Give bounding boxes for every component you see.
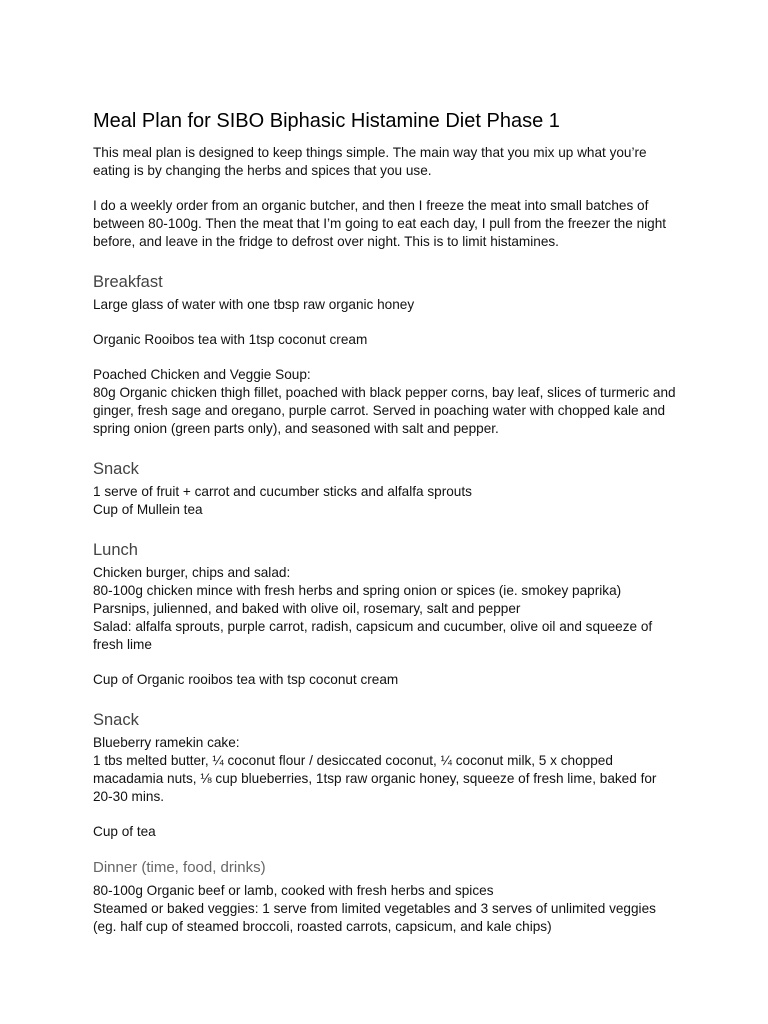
snack-heading: Snack xyxy=(93,460,139,478)
spacer xyxy=(93,180,678,197)
lunch-line: Chicken burger, chips and salad: xyxy=(93,565,291,580)
breakfast-heading: Breakfast xyxy=(93,273,163,291)
dinner-line: Steamed or baked veggies: 1 serve from limited vegetables and 3 serves of unlimited veggies (eg. half cup of steamed broccoli, roasted carrots, capsicum, and kale chips) xyxy=(93,901,656,934)
snack-line: 1 serve of fruit + carrot and cucumber sticks and alfalfa sprouts xyxy=(93,484,472,499)
spacer xyxy=(93,349,678,366)
breakfast-line: Large glass of water with one tbsp raw organic honey xyxy=(93,297,415,312)
snack-line: 1 tbs melted butter, ¼ coconut flour / desiccated coconut, ¼ coconut milk, 5 x chopped macadamia nuts, ⅛ cup blueberries, 1tsp raw organic honey, squeeze of fresh lime, baked for 20-30 mins. xyxy=(93,753,657,804)
page-title: Meal Plan for SIBO Biphasic Histamine Diet Phase 1 xyxy=(93,110,560,132)
lunch-line: Parsnips, julienned, and baked with olive oil, rosemary, salt and pepper xyxy=(93,601,521,616)
snack-line: Blueberry ramekin cake: xyxy=(93,735,240,750)
intro-paragraph-1: This meal plan is designed to keep things simple. The main way that you mix up what you’re eating is by changing the herbs and spices that you use. xyxy=(93,145,647,178)
snack-line: Cup of tea xyxy=(93,824,156,839)
lunch-line: Salad: alfalfa sprouts, purple carrot, radish, capsicum and cucumber, olive oil and squeeze of fresh lime xyxy=(93,619,653,652)
lunch-line: Cup of Organic rooibos tea with tsp coconut cream xyxy=(93,672,399,687)
dinner-line: 80-100g Organic beef or lamb, cooked with fresh herbs and spices xyxy=(93,883,494,898)
snack-heading: Snack xyxy=(93,711,139,729)
breakfast-line: Organic Rooibos tea with 1tsp coconut cream xyxy=(93,332,368,347)
snack-line: Cup of Mullein tea xyxy=(93,502,203,517)
spacer xyxy=(93,654,678,671)
lunch-line: 80-100g chicken mince with fresh herbs and spring onion or spices (ie. smokey paprika) xyxy=(93,583,622,598)
intro-paragraph-2: I do a weekly order from an organic butcher, and then I freeze the meat into small batches of between 80-100g. Then the meat that I’m going to eat each day, I pull from the freezer the night before, and leave in the fridge to defrost over night. This is to limit histamines. xyxy=(93,198,667,249)
dinner-heading: Dinner (time, food, drinks) xyxy=(93,859,266,876)
breakfast-line: 80g Organic chicken thigh fillet, poached with black pepper corns, bay leaf, slices of turmeric and ginger, fresh sage and oregano, purple carrot. Served in poaching water with chopped kale and spring onion (green parts only), and seasoned with salt and pepper. xyxy=(93,385,676,436)
breakfast-line: Poached Chicken and Veggie Soup: xyxy=(93,367,311,382)
spacer xyxy=(93,806,678,823)
spacer xyxy=(93,314,678,331)
lunch-heading: Lunch xyxy=(93,541,138,559)
